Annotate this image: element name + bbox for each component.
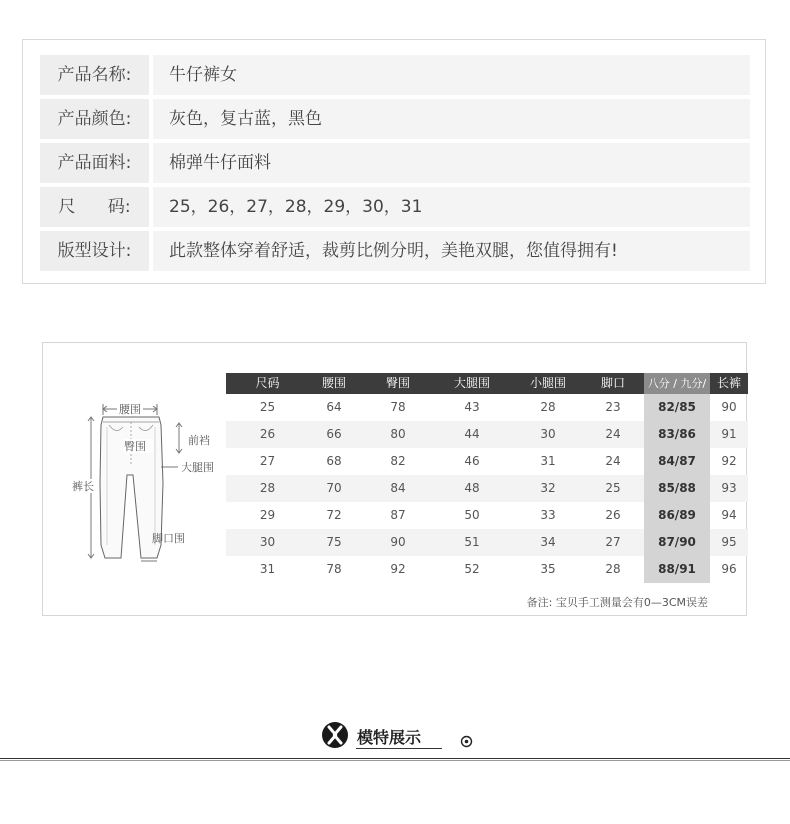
- info-label: 尺 码:: [40, 187, 149, 227]
- cell-hem: 24: [605, 454, 621, 468]
- size-table-header: [226, 373, 748, 394]
- cell-size: 29: [259, 508, 276, 522]
- measurement-note: 备注: 宝贝手工测量会有0—3CM误差: [526, 596, 708, 609]
- cell-waist: 64: [326, 400, 342, 414]
- table-row: [226, 394, 748, 421]
- model-section-header: [0, 714, 790, 764]
- header-size: 尺码: [255, 376, 280, 390]
- table-row: [226, 448, 748, 475]
- hem-label: 脚口围: [152, 532, 185, 545]
- table-row: [226, 529, 748, 556]
- jeans-measurement-diagram: [61, 395, 231, 575]
- cell-size: 31: [259, 562, 276, 576]
- model-section-title: 模特展示: [357, 728, 422, 747]
- cell-full-length: 93: [721, 481, 737, 495]
- cell-size: 30: [259, 535, 276, 549]
- waist-label: 腰围: [119, 403, 141, 416]
- info-row-color: [40, 99, 750, 139]
- cell-cropped-length: 84/87: [644, 448, 710, 475]
- info-value: 灰色，复古蓝，黑色: [153, 99, 750, 139]
- cell-hip: 90: [390, 535, 406, 549]
- cell-thigh: 51: [464, 535, 480, 549]
- size-table: [226, 373, 748, 583]
- x-circle-badge-icon: [320, 720, 350, 750]
- cell-full-length: 95: [721, 535, 737, 549]
- cell-thigh: 46: [464, 454, 480, 468]
- cell-hip: 80: [390, 427, 406, 441]
- info-row-size: [40, 187, 750, 227]
- product-info-card: [22, 39, 766, 284]
- cell-size: 26: [259, 427, 276, 441]
- cell-waist: 68: [326, 454, 342, 468]
- info-label: 产品面料:: [40, 143, 149, 183]
- length-label: 裤长: [72, 480, 94, 493]
- cell-waist: 70: [326, 481, 342, 495]
- hip-label: 臀围: [124, 440, 146, 453]
- cell-waist: 66: [326, 427, 342, 441]
- info-value: 牛仔裤女: [153, 55, 750, 95]
- cell-hem: 24: [605, 427, 621, 441]
- size-table-body: [226, 394, 748, 583]
- cell-calf: 28: [540, 400, 556, 414]
- cell-hip: 92: [390, 562, 406, 576]
- table-row: [226, 475, 748, 502]
- thigh-label: 大腿围: [181, 461, 214, 474]
- info-row-design: [40, 231, 750, 271]
- table-row: [226, 421, 748, 448]
- cell-hem: 27: [605, 535, 621, 549]
- info-value: 棉弹牛仔面料: [153, 143, 750, 183]
- size-chart-card: [42, 342, 747, 616]
- info-label: 产品颜色:: [40, 99, 149, 139]
- cell-thigh: 44: [464, 427, 480, 441]
- cell-size: 27: [259, 454, 276, 468]
- title-underline: [356, 748, 442, 749]
- info-row-fabric: [40, 143, 750, 183]
- header-hem: 脚口: [600, 376, 625, 390]
- cell-full-length: 90: [721, 400, 737, 414]
- cell-thigh: 43: [464, 400, 480, 414]
- target-dot-icon: [460, 735, 473, 748]
- info-row-name: [40, 55, 750, 95]
- header-calf: 小腿围: [529, 376, 566, 390]
- cell-full-length: 92: [721, 454, 737, 468]
- cell-cropped-length: 88/91: [644, 556, 710, 583]
- info-value: 此款整体穿着舒适，裁剪比例分明，美艳双腿，您值得拥有!: [153, 231, 750, 271]
- cell-thigh: 48: [464, 481, 480, 495]
- divider-line: [0, 758, 790, 759]
- cell-calf: 31: [540, 454, 556, 468]
- cell-calf: 32: [540, 481, 556, 495]
- cell-waist: 78: [326, 562, 342, 576]
- cell-size: 25: [259, 400, 276, 414]
- cell-hip: 87: [390, 508, 406, 522]
- header-waist: 腰围: [321, 376, 346, 390]
- table-row: [226, 502, 748, 529]
- info-label: 产品名称:: [40, 55, 149, 95]
- table-row: [226, 556, 748, 583]
- cell-calf: 30: [540, 427, 556, 441]
- cell-calf: 35: [540, 562, 556, 576]
- cell-hem: 25: [605, 481, 621, 495]
- cell-size: 28: [259, 481, 276, 495]
- cell-calf: 33: [540, 508, 556, 522]
- info-value: 25，26，27，28，29，30，31: [153, 187, 750, 227]
- cell-hem: 26: [605, 508, 621, 522]
- cell-full-length: 96: [721, 562, 737, 576]
- cell-full-length: 91: [721, 427, 737, 441]
- cell-cropped-length: 87/90: [644, 529, 710, 556]
- cell-cropped-length: 86/89: [644, 502, 710, 529]
- header-cropped-length: 八分 / 九分/: [644, 373, 710, 394]
- cell-hem: 28: [605, 562, 621, 576]
- front-rise-label: 前裆: [188, 434, 210, 447]
- header-thigh: 大腿围: [453, 376, 490, 390]
- cell-hip: 82: [390, 454, 406, 468]
- info-label: 版型设计:: [40, 231, 149, 271]
- cell-thigh: 50: [464, 508, 480, 522]
- cell-waist: 72: [326, 508, 342, 522]
- header-full-length: 长裤: [716, 376, 741, 390]
- divider-line-secondary: [0, 760, 790, 761]
- cell-hem: 23: [605, 400, 621, 414]
- cell-full-length: 94: [721, 508, 737, 522]
- cell-cropped-length: 85/88: [644, 475, 710, 502]
- cell-thigh: 52: [464, 562, 480, 576]
- cell-hip: 84: [390, 481, 406, 495]
- cell-hip: 78: [390, 400, 406, 414]
- cell-cropped-length: 82/85: [644, 394, 710, 421]
- cell-calf: 34: [540, 535, 556, 549]
- cell-waist: 75: [326, 535, 342, 549]
- header-hip: 臀围: [385, 376, 410, 390]
- cell-cropped-length: 83/86: [644, 421, 710, 448]
